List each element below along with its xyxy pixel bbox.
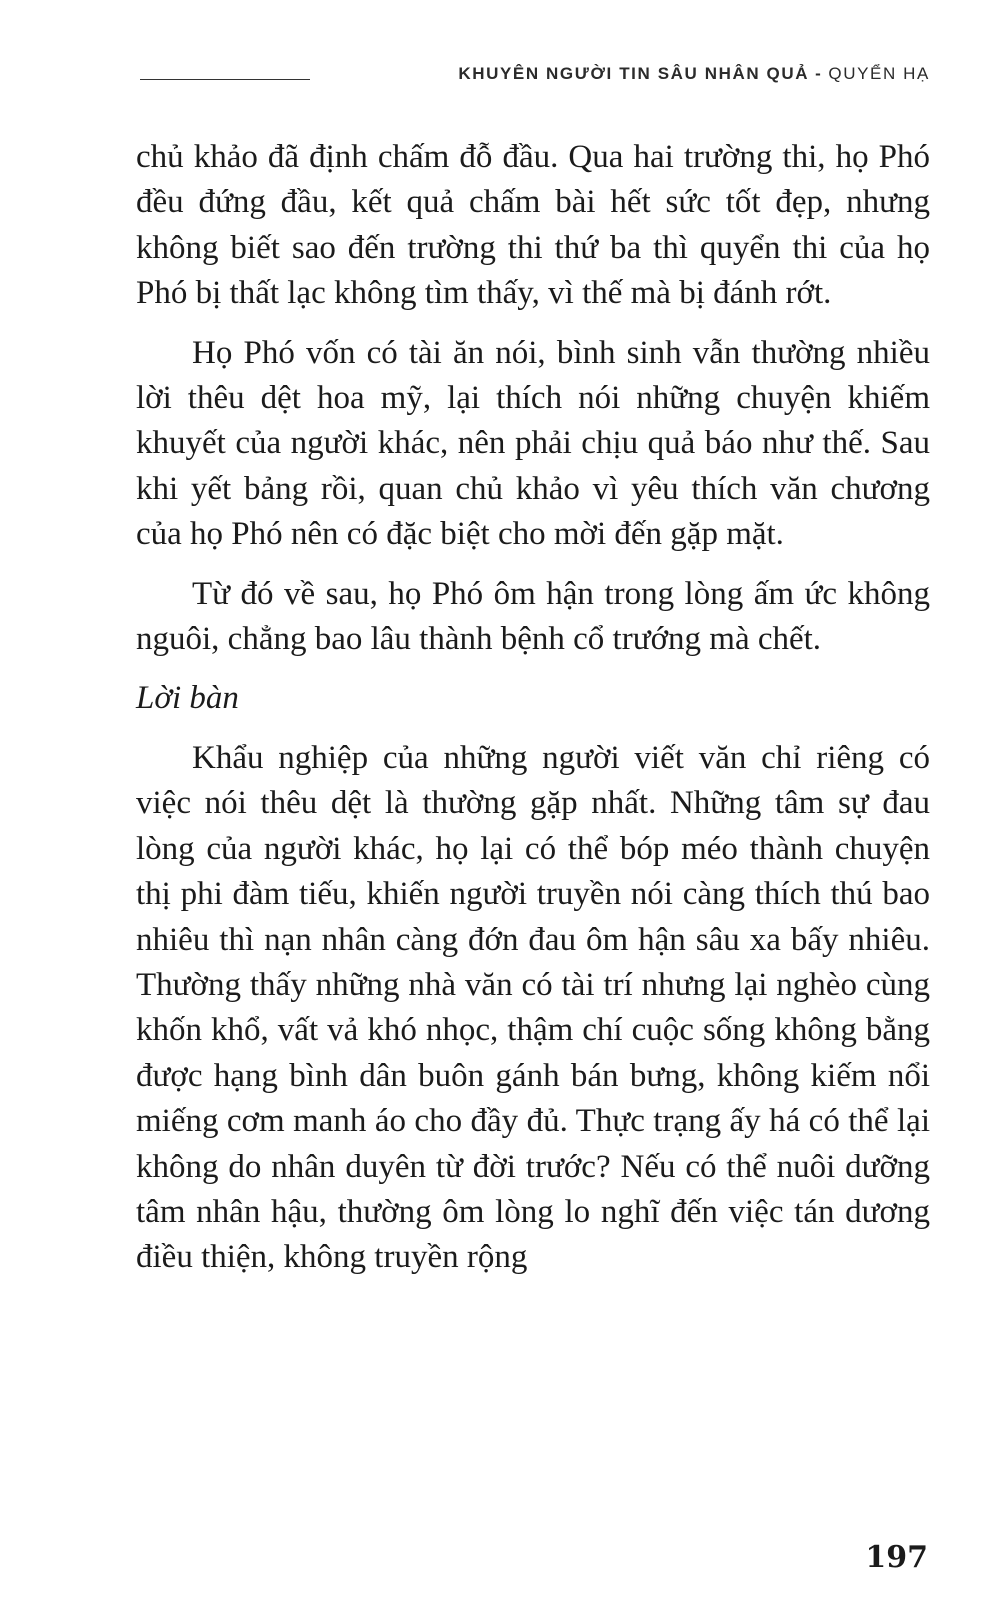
running-header — [458, 64, 930, 84]
header-rule — [140, 79, 310, 80]
volume-label: QUYỂN HẠ — [828, 64, 930, 83]
header-separator: - — [815, 64, 823, 83]
body-paragraph: Từ đó về sau, họ Phó ôm hận trong lòng ấm ức không nguôi, chẳng bao lâu thành bệnh cổ trướng mà chết. — [136, 575, 930, 658]
book-title: KHUYÊN NGƯỜI TIN SÂU NHÂN QUẢ — [458, 64, 810, 83]
commentary-paragraph: Khẩu nghiệp của những người viết văn chỉ riêng có việc nói thêu dệt là thường gặp nhất. Những tâm sự đau lòng của người khác, họ lại có thể bóp méo thành chuyện thị phi đàm tiếu, khiến người truyền nói càng thích thú bao nhiêu thì nạn nhân càng đớn đau ôm hận sâu xa bấy nhiêu. Thường thấy những nhà văn có tài trí nhưng lại nghèo cùng khốn khổ, vất vả khó nhọc, thậm chí cuộc sống không bằng được hạng bình dân buôn gánh bán bưng, không kiếm nổi miếng cơm manh áo cho đầy đủ. Thực trạng ấy há có thể lại không do nhân duyên từ đời trước? Nếu có thể nuôi dưỡng tâm nhân hậu, thường ôm lòng lo nghĩ đến việc tán dương điều thiện, không truyền rộng — [136, 739, 930, 1276]
section-heading: Lời bàn — [136, 680, 239, 717]
page-number: 197 — [865, 1540, 928, 1575]
body-paragraph: Họ Phó vốn có tài ăn nói, bình sinh vẫn thường nhiều lời thêu dệt hoa mỹ, lại thích nói những chuyện khiếm khuyết của người khác, nên phải chịu quả báo như thế. Sau khi yết bảng rồi, quan chủ khảo vì yêu thích văn chương của họ Phó nên có đặc biệt cho mời đến gặp mặt. — [136, 334, 930, 553]
body-paragraph-continued: chủ khảo đã định chấm đỗ đầu. Qua hai trường thi, họ Phó đều đứng đầu, kết quả chấm bài hết sức tốt đẹp, nhưng không biết sao đến trường thi thứ ba thì quyển thi của họ Phó bị thất lạc không tìm thấy, vì thế mà bị đánh rớt. — [136, 139, 930, 312]
page-body — [136, 135, 930, 1295]
